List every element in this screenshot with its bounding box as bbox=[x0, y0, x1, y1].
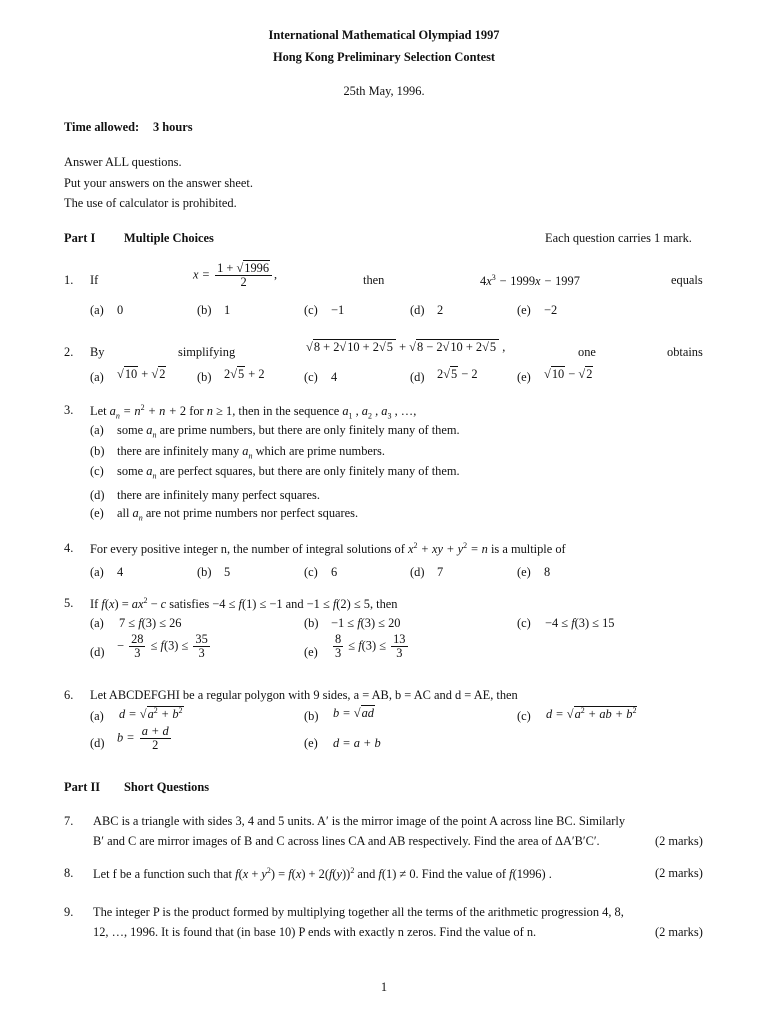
q9-number: 9. bbox=[64, 905, 74, 919]
q4-opt-c-value: 6 bbox=[331, 565, 338, 579]
q6-opt-b-value: b = √ad bbox=[333, 706, 374, 720]
q5-opt-d-label: (d) bbox=[90, 645, 105, 659]
q3-let: Let bbox=[90, 404, 107, 419]
q4-opt-d-label: (d) bbox=[410, 565, 425, 579]
q1-x-expression: x = $\frac{1 + √1996}{2}$ , bbox=[193, 261, 278, 290]
q1-opt-a-value: 0 bbox=[117, 303, 124, 317]
q3-a-pre: some bbox=[117, 423, 144, 437]
q6-opt-b-label: (b) bbox=[304, 709, 319, 723]
q2-opt-a-label: (a) bbox=[90, 370, 104, 384]
q8-tail: . Find the value of bbox=[415, 867, 507, 882]
page-number: 1 bbox=[380, 980, 388, 994]
q3-b-post: which are prime numbers. bbox=[255, 444, 385, 458]
q8-and: and bbox=[357, 867, 376, 882]
part2-title: Short Questions bbox=[124, 780, 210, 794]
time-value: 3 hours bbox=[153, 120, 193, 134]
q6-opt-c-label: (c) bbox=[517, 709, 531, 723]
part1-title: Multiple Choices bbox=[124, 231, 214, 245]
q3-number: 3. bbox=[64, 403, 74, 417]
q3-opt-e-text: all $a_n$ are not prime numbers nor perfect squares. bbox=[117, 506, 359, 523]
q5-if: If bbox=[90, 597, 99, 612]
instruction-2: Put your answers on the answer sheet. bbox=[64, 176, 253, 190]
q5-opt-b-label: (b) bbox=[304, 616, 319, 630]
instruction-1: Answer ALL questions. bbox=[64, 155, 182, 169]
exam-date: 25th May, 1996. bbox=[343, 84, 425, 98]
q5-satisfies: satisfies bbox=[169, 597, 210, 612]
q3-e-post: are not prime numbers nor perfect squares. bbox=[145, 506, 359, 520]
q2-opt-e-label: (e) bbox=[517, 370, 531, 384]
q3-opt-c-text: some $a_n$ are perfect squares, but there are only finitely many of them. bbox=[117, 464, 460, 481]
q6-number: 6. bbox=[64, 688, 74, 702]
q5-opt-d-value: − $\frac{28}{3}$ ≤ f(3) ≤ $\frac{35}{3}$ bbox=[117, 632, 208, 661]
q5-opt-b-value: −1 ≤ f(3) ≤ 20 bbox=[331, 616, 401, 630]
q3-c-pre: some bbox=[117, 464, 144, 478]
q5-opt-a-label: (a) bbox=[90, 616, 104, 630]
q1-opt-a-label: (a) bbox=[90, 303, 104, 317]
q8-lead: Let f be a function such that bbox=[93, 867, 233, 882]
q5-opt-e-value: $\frac{8}{3}$ ≤ f(3) ≤ $\frac{13}{3}$ bbox=[335, 632, 406, 661]
q6-stem: Let ABCDEFGHI be a regular polygon with 9 sides, a = AB, b = AC and d = AE, then bbox=[90, 688, 518, 702]
q6-opt-a-label: (a) bbox=[90, 709, 104, 723]
q6-opt-a-value: $d = √a^2 + b^2$ bbox=[119, 706, 183, 722]
q3-opt-d-label: (d) bbox=[90, 488, 105, 502]
q2-simplifying: simplifying bbox=[178, 345, 236, 359]
q2-obtains: obtains bbox=[667, 345, 703, 359]
q4-opt-e-label: (e) bbox=[517, 565, 531, 579]
q8-number: 8. bbox=[64, 866, 74, 880]
q3-opt-c-label: (c) bbox=[90, 464, 104, 478]
q5-opt-e-label: (e) bbox=[304, 645, 318, 659]
q2-opt-c-label: (c) bbox=[304, 370, 318, 384]
q4-opt-b-label: (b) bbox=[197, 565, 212, 579]
part2-label: Part II bbox=[64, 780, 101, 794]
q5-stem: If $f(x) = ax^2 - c$ satisfies −4 ≤ f(1) ≤ −1 and −1 ≤ f(2) ≤ 5, then bbox=[90, 596, 398, 612]
q1-polynomial: $4x^3 - 1999x - 1997$ bbox=[480, 273, 580, 289]
q2-opt-b-value: 2√5 + 2 bbox=[224, 367, 265, 381]
q3-opt-a-text: some $a_n$ are prime numbers, but there are only finitely many of them. bbox=[117, 423, 460, 440]
q4-tail: is a multiple of bbox=[490, 542, 566, 557]
q1-number: 1. bbox=[64, 273, 74, 287]
q3-stem: Let $a_n = n^2 + n + 2$ for n ≥ 1, then in the sequence $a_1$ , $a_2$ , $a_3$ , …, bbox=[90, 403, 417, 421]
q6-opt-d-value: b = $\frac{a + d}{2}$ bbox=[117, 724, 169, 753]
q1-equals: equals bbox=[671, 273, 703, 287]
q4-text: For every positive integer n, the number of integral solutions of bbox=[90, 542, 405, 557]
part1-note: Each question carries 1 mark. bbox=[545, 231, 692, 245]
q1-opt-c-label: (c) bbox=[304, 303, 318, 317]
q6-opt-e-value: d = a + b bbox=[333, 736, 381, 750]
q4-opt-a-label: (a) bbox=[90, 565, 104, 579]
q3-a-post: are prime numbers, but there are only finitely many of them. bbox=[159, 423, 460, 437]
q2-by: By bbox=[90, 345, 105, 359]
q6-opt-e-label: (e) bbox=[304, 736, 318, 750]
q2-opt-e-value: √10 − √2 bbox=[544, 367, 593, 381]
q4-opt-a-value: 4 bbox=[117, 565, 124, 579]
q6-opt-d-label: (d) bbox=[90, 736, 105, 750]
instruction-3: The use of calculator is prohibited. bbox=[64, 196, 237, 210]
q8-stem: Let f be a function such that $f(x + y^2) = f(x) + 2(f(y))^2$ and f(1) ≠ 0. Find the value of f(1996) . bbox=[93, 866, 552, 882]
q3-opt-e-label: (e) bbox=[90, 506, 104, 520]
q2-expression: √8 + 2√10 + 2√5 + √8 − 2√10 + 2√5 , bbox=[306, 340, 506, 354]
q5-opt-c-label: (c) bbox=[517, 616, 531, 630]
q5-and: and bbox=[285, 597, 304, 612]
q5-opt-a-value: 7 ≤ f(3) ≤ 26 bbox=[119, 616, 182, 630]
q2-opt-d-label: (d) bbox=[410, 370, 425, 384]
q3-opt-a-label: (a) bbox=[90, 423, 104, 437]
q4-opt-e-value: 8 bbox=[544, 565, 551, 579]
q1-then: then bbox=[363, 273, 385, 287]
q8-marks: (2 marks) bbox=[655, 866, 703, 880]
q4-stem: For every positive integer n, the number of integral solutions of $x^2$ + xy + $y^2 = n$ is a multiple of bbox=[90, 541, 566, 557]
q1-opt-d-value: 2 bbox=[437, 303, 444, 317]
q5-opt-c-value: −4 ≤ f(3) ≤ 15 bbox=[545, 616, 615, 630]
q5-tail: , then bbox=[369, 597, 398, 612]
q1-opt-b-value: 1 bbox=[224, 303, 231, 317]
q1-opt-d-label: (d) bbox=[410, 303, 425, 317]
q3-e-pre: all bbox=[117, 506, 130, 520]
q1-opt-c-value: −1 bbox=[331, 303, 345, 317]
q3-opt-b-label: (b) bbox=[90, 444, 105, 458]
q3-opt-d-text: there are infinitely many perfect squares. bbox=[117, 488, 320, 502]
q7-line-1: ABC is a triangle with sides 3, 4 and 5 units. A′ is the mirror image of the point A across line BC. Similarly bbox=[93, 814, 626, 828]
q9-line-1: The integer P is the product formed by multiplying together all the terms of the arithmetic progression 4, 8, bbox=[93, 905, 624, 919]
time-label: Time allowed: bbox=[64, 120, 140, 134]
q4-opt-d-value: 7 bbox=[437, 565, 444, 579]
q1-opt-b-label: (b) bbox=[197, 303, 212, 317]
q3-opt-b-text: there are infinitely many $a_n$ which are prime numbers. bbox=[117, 444, 385, 461]
q4-opt-c-label: (c) bbox=[304, 565, 318, 579]
q5-number: 5. bbox=[64, 596, 74, 610]
q7-line-2: B′ and C are mirror images of B and C across lines CA and AB respectively. Find the area of ΔA′B′C′. bbox=[93, 834, 600, 848]
q2-opt-a-value: √10 + √2 bbox=[117, 367, 166, 381]
q4-number: 4. bbox=[64, 541, 74, 555]
q7-number: 7. bbox=[64, 814, 74, 828]
q2-opt-d-value: 2√5 − 2 bbox=[437, 367, 478, 381]
q2-number: 2. bbox=[64, 345, 74, 359]
q3-for: for bbox=[189, 404, 204, 419]
q1-opt-e-value: −2 bbox=[544, 303, 558, 317]
q6-opt-c-value: $d = √a^2$ + ab + $b^2$ bbox=[546, 706, 637, 722]
part1-label: Part I bbox=[64, 231, 96, 245]
q2-opt-b-label: (b) bbox=[197, 370, 212, 384]
q2-opt-c-value: 4 bbox=[331, 370, 338, 384]
q9-line-2: 12, …, 1996. It is found that (in base 10) P ends with exactly n zeros. Find the value of n. bbox=[93, 925, 537, 939]
q3-b-pre: there are infinitely many bbox=[117, 444, 240, 458]
q3-tail: , then in the sequence bbox=[232, 404, 340, 419]
q1-if: If bbox=[90, 273, 99, 287]
q4-opt-b-value: 5 bbox=[224, 565, 231, 579]
q2-one: one bbox=[578, 345, 596, 359]
exam-title: International Mathematical Olympiad 1997 bbox=[268, 28, 500, 42]
exam-subtitle: Hong Kong Preliminary Selection Contest bbox=[272, 50, 496, 64]
q7-marks: (2 marks) bbox=[655, 834, 703, 848]
q3-c-post: are perfect squares, but there are only finitely many of them. bbox=[159, 464, 460, 478]
q9-marks: (2 marks) bbox=[655, 925, 703, 939]
q1-opt-e-label: (e) bbox=[517, 303, 531, 317]
